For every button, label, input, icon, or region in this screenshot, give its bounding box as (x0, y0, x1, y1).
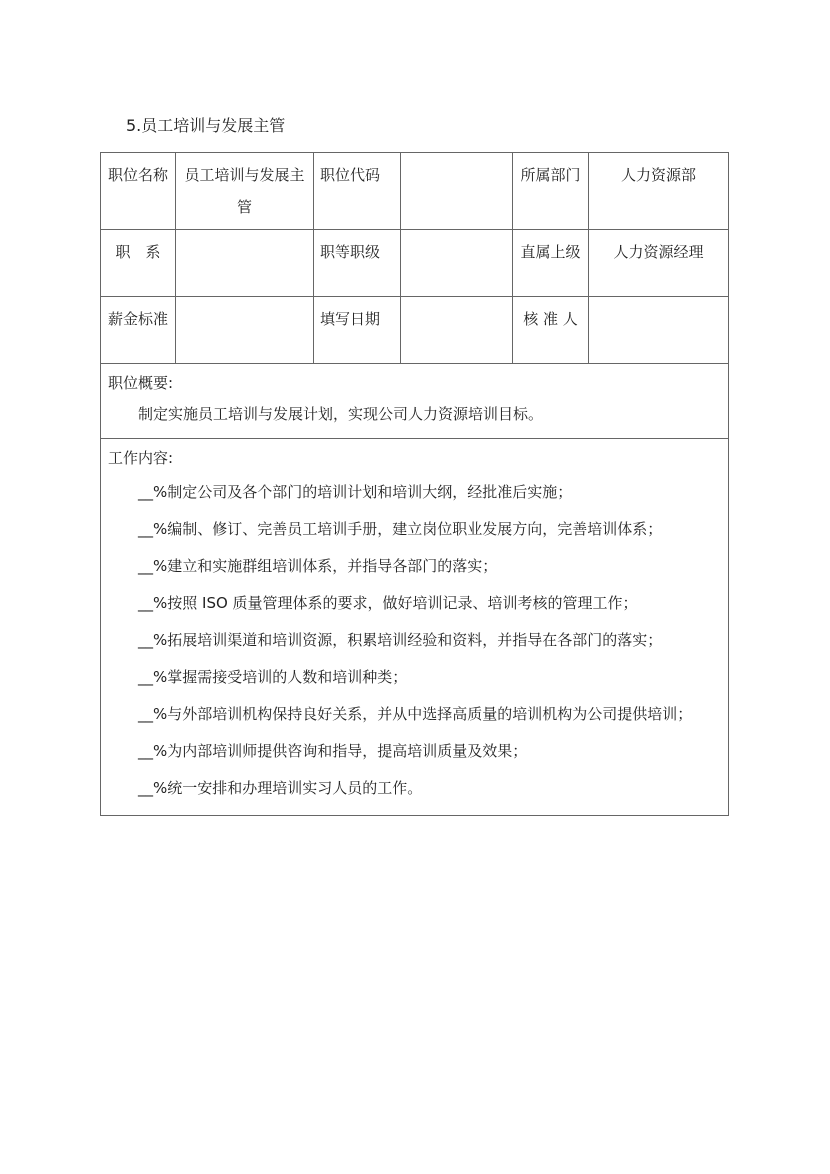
cell-label: 职位代码 (314, 153, 401, 230)
table-row (101, 297, 729, 364)
summary-text: 制定实施员工培训与发展计划，实现公司人力资源培训目标。 (138, 405, 544, 423)
cell-label: 职位名称 (101, 153, 176, 230)
cell-value: 人力资源部 (589, 153, 729, 230)
cell-value (589, 297, 729, 364)
work-item: __%统一安排和办理培训实习人员的工作。 (138, 779, 423, 797)
cell-label: 直属上级 (513, 230, 589, 297)
summary-row (101, 364, 729, 439)
cell-label: 核 准 人 (513, 297, 589, 364)
table-row (101, 230, 729, 297)
cell-label: 职 系 (101, 230, 176, 297)
work-item: __%按照 ISO 质量管理体系的要求，做好培训记录、培训考核的管理工作； (138, 594, 638, 612)
cell-value (401, 297, 513, 364)
work-item: __%为内部培训师提供咨询和指导，提高培训质量及效果； (138, 742, 528, 760)
work-item: __%制定公司及各个部门的培训计划和培训大纲，经批准后实施； (138, 483, 573, 501)
work-item: __%拓展培训渠道和培训资源，积累培训经验和资料，并指导在各部门的落实； (138, 631, 663, 649)
section-heading: 5.员工培训与发展主管 (126, 116, 286, 135)
work-item: __%编制、修订、完善员工培训手册，建立岗位职业发展方向，完善培训体系； (138, 520, 663, 538)
work-item: __%建立和实施群组培训体系，并指导各部门的落实； (138, 557, 498, 575)
cell-value: 员工培训与发展主管 (176, 153, 314, 230)
cell-value: 人力资源经理 (589, 230, 729, 297)
cell-label: 薪金标准 (101, 297, 176, 364)
work-row (101, 439, 729, 816)
summary-label: 职位概要: (108, 374, 174, 392)
cell-label: 所属部门 (513, 153, 589, 230)
table-row (101, 153, 729, 230)
cell-value (176, 297, 314, 364)
cell-value (176, 230, 314, 297)
job-description-table (100, 152, 729, 816)
cell-label: 填写日期 (314, 297, 401, 364)
work-item: __%与外部培训机构保持良好关系，并从中选择高质量的培训机构为公司提供培训； (138, 705, 693, 723)
work-label: 工作内容: (108, 449, 174, 467)
work-item: __%掌握需接受培训的人数和培训种类； (138, 668, 408, 686)
cell-label: 职等职级 (314, 230, 401, 297)
cell-value (401, 153, 513, 230)
cell-value (401, 230, 513, 297)
